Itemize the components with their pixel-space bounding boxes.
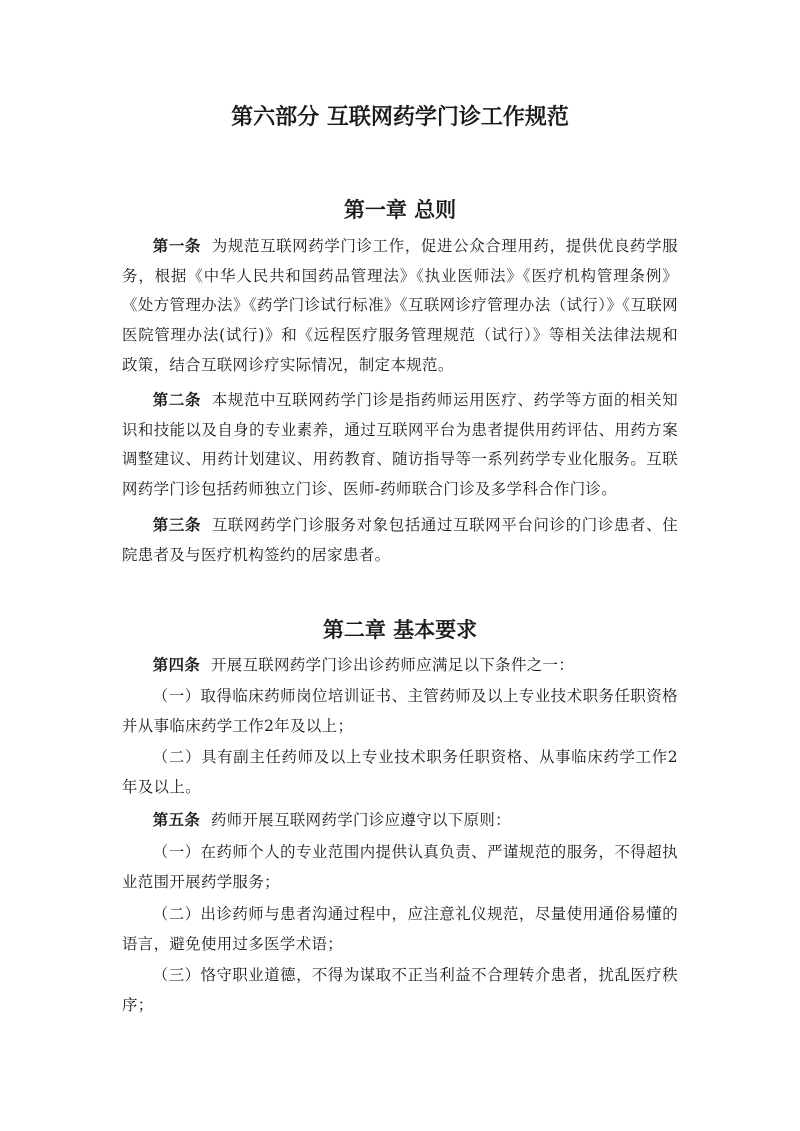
article-3-label: 第三条 — [152, 516, 202, 534]
article-2 — [122, 386, 678, 505]
document-title: 第六部分 互联网药学门诊工作规范 — [231, 105, 569, 130]
article-5-item-2: （二）出诊药师与患者沟通过程中，应注意礼仪规范，尽量使用通俗易懂的语言，避免使用过多医学术语； — [122, 905, 678, 953]
chapter-1-title: 第一章 总则 — [343, 198, 457, 222]
article-4 — [122, 651, 678, 681]
article-4-text: 开展互联网药学门诊出诊药师应满足以下条件之一： — [210, 656, 575, 674]
article-5 — [122, 806, 678, 836]
article-2-text: 本规范中互联网药学门诊是指药师运用医疗、药学等方面的相关知识和技能以及自身的专业素养，通过互联网平台为患者提供用药评估、用药方案调整建议、用药计划建议、用药教育、随访指导等一系列药学专业化服务。互联网药学门诊包括药师独立门诊、医师-药师联合门诊及多学科合作门诊。 — [122, 391, 678, 499]
article-1-label: 第一条 — [152, 237, 202, 255]
article-1-text: 为规范互联网药学门诊工作，促进公众合理用药，提供优良药学服务，根据《中华人民共和国药品管理法》《执业医师法》《医疗机构管理条例》《处方管理办法》《药学门诊试行标准》《互联网诊疗管理办法（试行）》《互联网医院管理办法(试行)》和《远程医疗服务管理规范（试行）》等相关法律法规和政策，结合互联网诊疗实际情况，制定本规范。 — [122, 237, 678, 374]
article-5-item-3: （三）恪守职业道德，不得为谋取不正当利益不合理转介患者，扰乱医疗秩序； — [122, 966, 678, 1014]
article-5-item-1: （一）在药师个人的专业范围内提供认真负责、严谨规范的服务，不得超执业范围开展药学服务； — [122, 843, 678, 891]
article-4-item-1: （一）取得临床药师岗位培训证书、主管药师及以上专业技术职务任职资格并从事临床药学工作2年及以上； — [122, 687, 678, 735]
article-4-item-2: （二）具有副主任药师及以上专业技术职务任职资格、从事临床药学工作2年及以上。 — [122, 748, 678, 796]
article-3-text: 互联网药学门诊服务对象包括通过互联网平台问诊的门诊患者、住院患者及与医疗机构签约的居家患者。 — [122, 516, 678, 564]
article-5-label: 第五条 — [152, 811, 201, 829]
chapter-2-title: 第二章 基本要求 — [322, 618, 478, 642]
article-2-label: 第二条 — [152, 391, 202, 409]
article-1 — [122, 232, 678, 381]
article-4-label: 第四条 — [152, 656, 201, 674]
article-5-text: 药师开展互联网药学门诊应遵守以下原则： — [210, 811, 511, 829]
article-3 — [122, 511, 678, 570]
